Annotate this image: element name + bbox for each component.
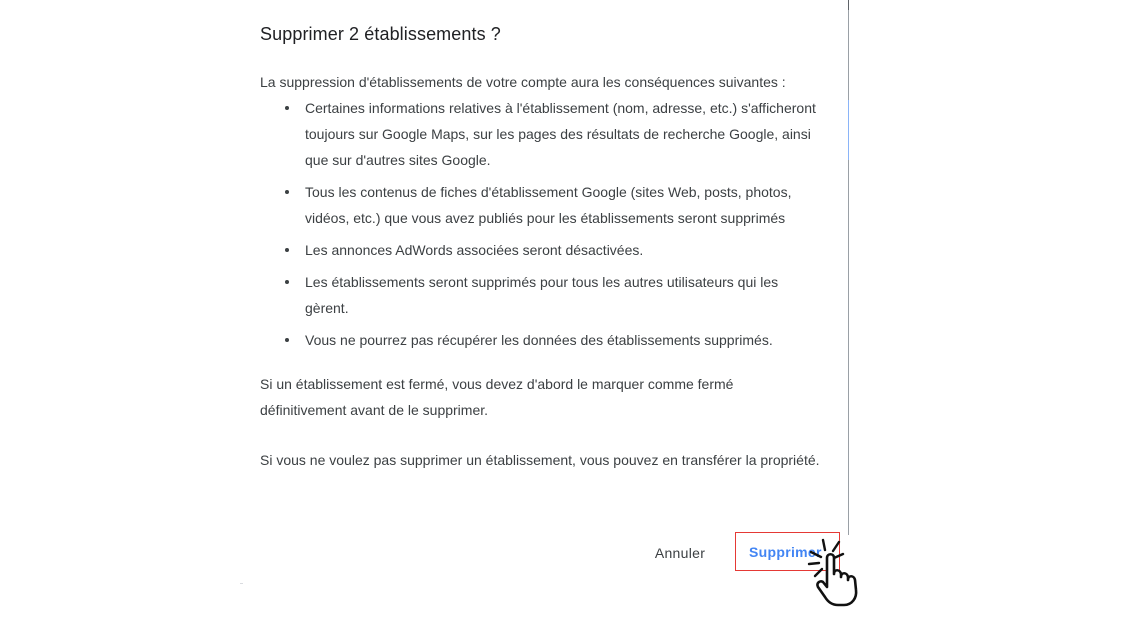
scrollbar-thumb[interactable] <box>848 100 849 160</box>
list-item: Les annonces AdWords associées seront désactivées. <box>305 237 820 263</box>
list-item: Les établissements seront supprimés pour tous les autres utilisateurs qui les gèrent. <box>305 269 820 321</box>
delete-button[interactable]: Supprimer <box>735 532 840 571</box>
consequences-list <box>260 95 820 353</box>
dialog-right-edge <box>848 0 849 535</box>
hand-click-icon <box>803 536 881 608</box>
closed-note: Si un établissement est fermé, vous devez d'abord le marquer comme fermé définitivement avant de le supprimer. <box>260 376 734 418</box>
intro-text: La suppression d'établissements de votre compte aura les conséquences suivantes : <box>260 74 786 90</box>
transfer-note: Si vous ne voulez pas supprimer un établissement, vous pouvez en transférer la propriété. <box>260 452 820 468</box>
edge-tick <box>848 0 849 10</box>
dialog-body <box>260 69 820 359</box>
list-item: Vous ne pourrez pas récupérer les données des établissements supprimés. <box>305 327 820 353</box>
cancel-button[interactable]: Annuler <box>640 536 720 570</box>
dialog-title: Supprimer 2 établissements ? <box>260 24 501 44</box>
list-item: Tous les contenus de fiches d'établissement Google (sites Web, posts, photos, vidéos, etc.) que vous avez publiés pour les établissements seront supprimés <box>305 179 820 231</box>
list-item: Certaines informations relatives à l'établissement (nom, adresse, etc.) s'afficheront toujours sur Google Maps, sur les pages des résultats de recherche Google, ainsi que sur d'autres sites Google. <box>305 95 820 173</box>
divider <box>240 583 243 584</box>
